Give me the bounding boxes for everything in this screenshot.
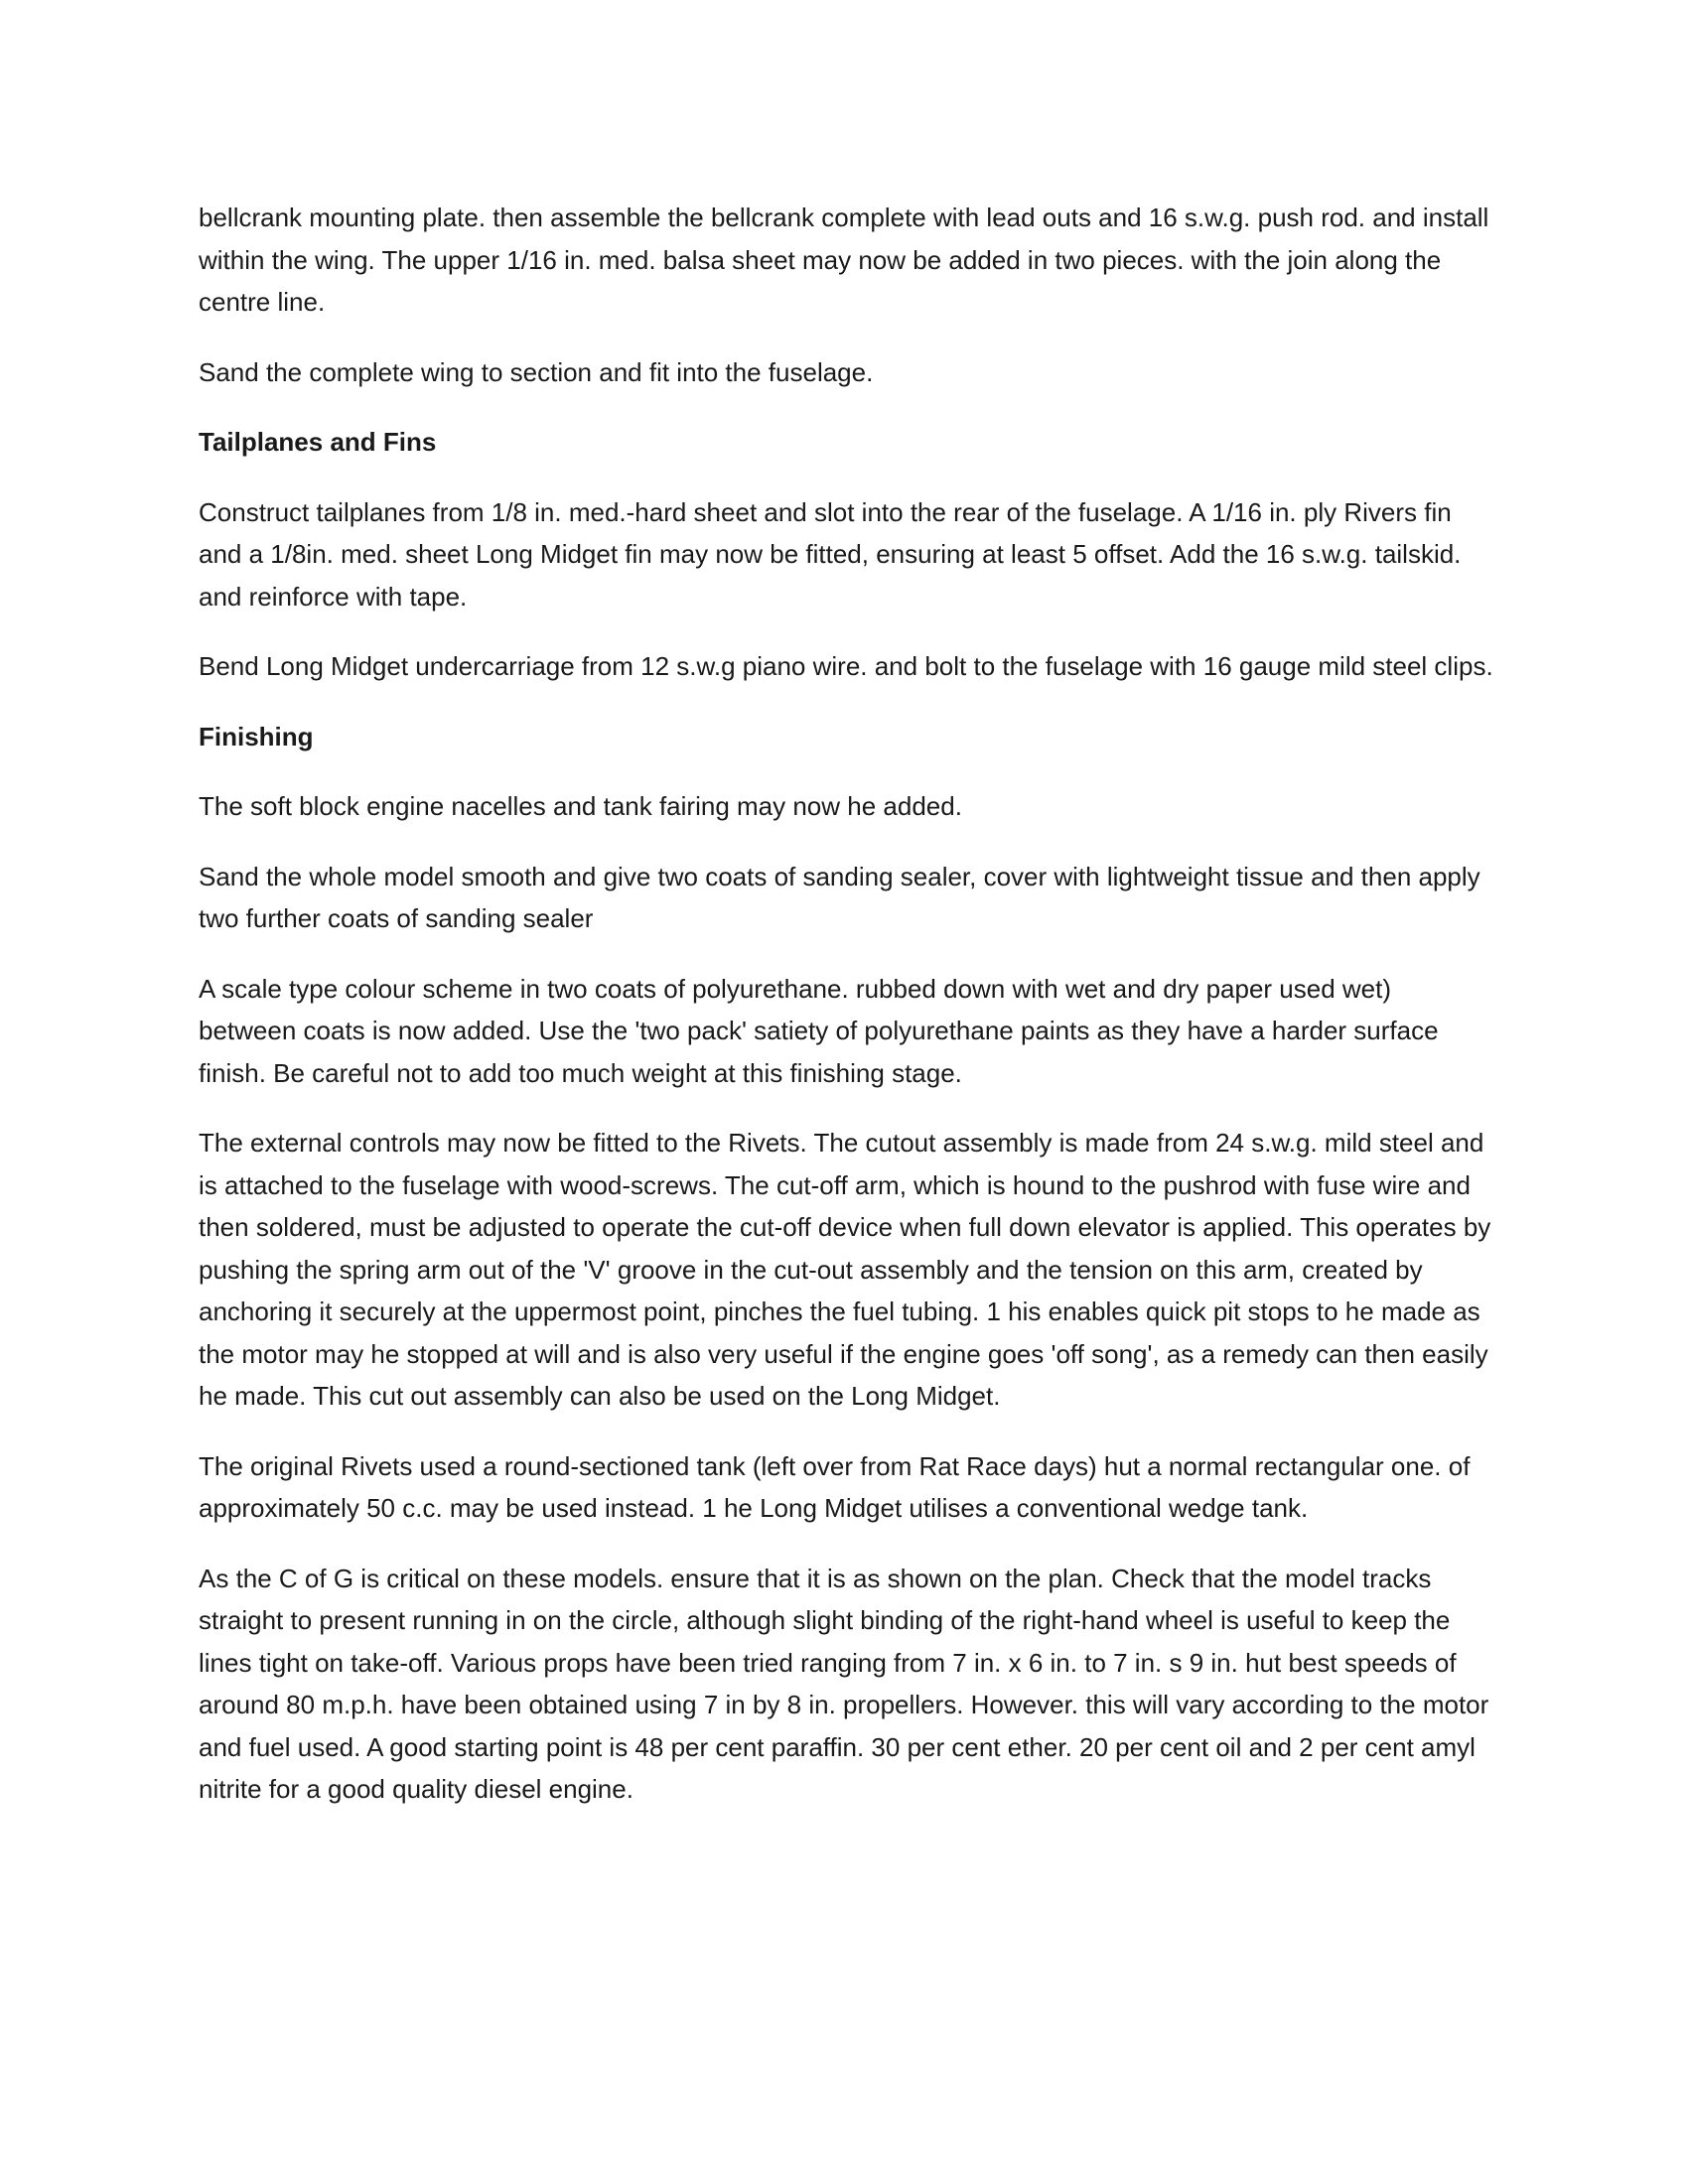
paragraph-external-controls: The external controls may now be fitted to the Rivets. The cutout assembly is made from 24 s.w.g. mild steel and is attached to the fuselage with wood-screws. The cut-off arm, which is hound to the pushrod with fuse wire and then soldered, must be adjusted to operate the cut-off device when full down elevator is applied. This operates by pushing the spring arm out of the 'V' groove in the cut-out assembly and the tension on this arm, created by anchoring it securely at the uppermost point, pinches the fuel tubing. 1 his enables quick pit stops to he made as the motor may he stopped at will and is also very useful if the engine goes 'off song', as a remedy can then easily he made. This cut out assembly can also be used on the Long Midget. (199, 1128, 1491, 1411)
paragraph-undercarriage: Bend Long Midget undercarriage from 12 s.w.g piano wire. and bolt to the fuselage with 16 gauge mild steel clips. (199, 651, 1493, 681)
paragraph-tailplanes: Construct tailplanes from 1/8 in. med.-hard sheet and slot into the rear of the fuselage. A 1/16 in. ply Rivers fin and a 1/8in. med. sheet Long Midget fin may now be fitted, ensuring at least 5 offset. Add the 16 s.w.g. tailskid. and reinforce with tape. (199, 496, 1462, 612)
heading-tailplanes-and-fins: Tailplanes and Fins (199, 427, 437, 457)
paragraph-colour-scheme: A scale type colour scheme in two coats of polyurethane. rubbed down with wet and dry paper used wet) between coats is now added. Use the 'two pack' satiety of polyurethane paints as they have a harder surface finish. Be careful not to add too much weight at this finishing stage. (199, 973, 1439, 1088)
paragraph-c-of-g: As the C of G is critical on these models. ensure that it is as shown on the plan. Check that the model tracks straight to present running in on the circle, although slight binding of the right-hand wheel is useful to keep the lines tight on take-off. Various props have been tried ranging from 7 in. x 6 in. to 7 in. s 9 in. hut best speeds of around 80 m.p.h. have been obtained using 7 in by 8 in. propellers. However. this will vary according to the motor and fuel used. A good starting point is 48 per cent paraffin. 30 per cent ether. 20 per cent oil and 2 per cent amyl nitrite for a good quality diesel engine. (199, 1563, 1489, 1804)
paragraph-sanding-sealer: Sand the whole model smooth and give two coats of sanding sealer, cover with lightweight tissue and then apply two further coats of sanding sealer (199, 861, 1480, 933)
heading-finishing: Finishing (199, 721, 314, 751)
paragraph-wing-sand: Sand the complete wing to section and fit into the fuselage. (199, 356, 874, 387)
document-page (199, 197, 1494, 1839)
paragraph-nacelles: The soft block engine nacelles and tank fairing may now he added. (199, 791, 962, 821)
paragraph-wing-bellcrank: bellcrank mounting plate. then assemble the bellcrank complete with lead outs and 16 s.w.g. push rod. and install within the wing. The upper 1/16 in. med. balsa sheet may now be added in two pieces. with the join along the centre line. (199, 203, 1489, 317)
paragraph-tank: The original Rivets used a round-sectioned tank (left over from Rat Race days) hut a normal rectangular one. of approximately 50 c.c. may be used instead. 1 he Long Midget utilises a conventional wedge tank. (199, 1450, 1471, 1523)
